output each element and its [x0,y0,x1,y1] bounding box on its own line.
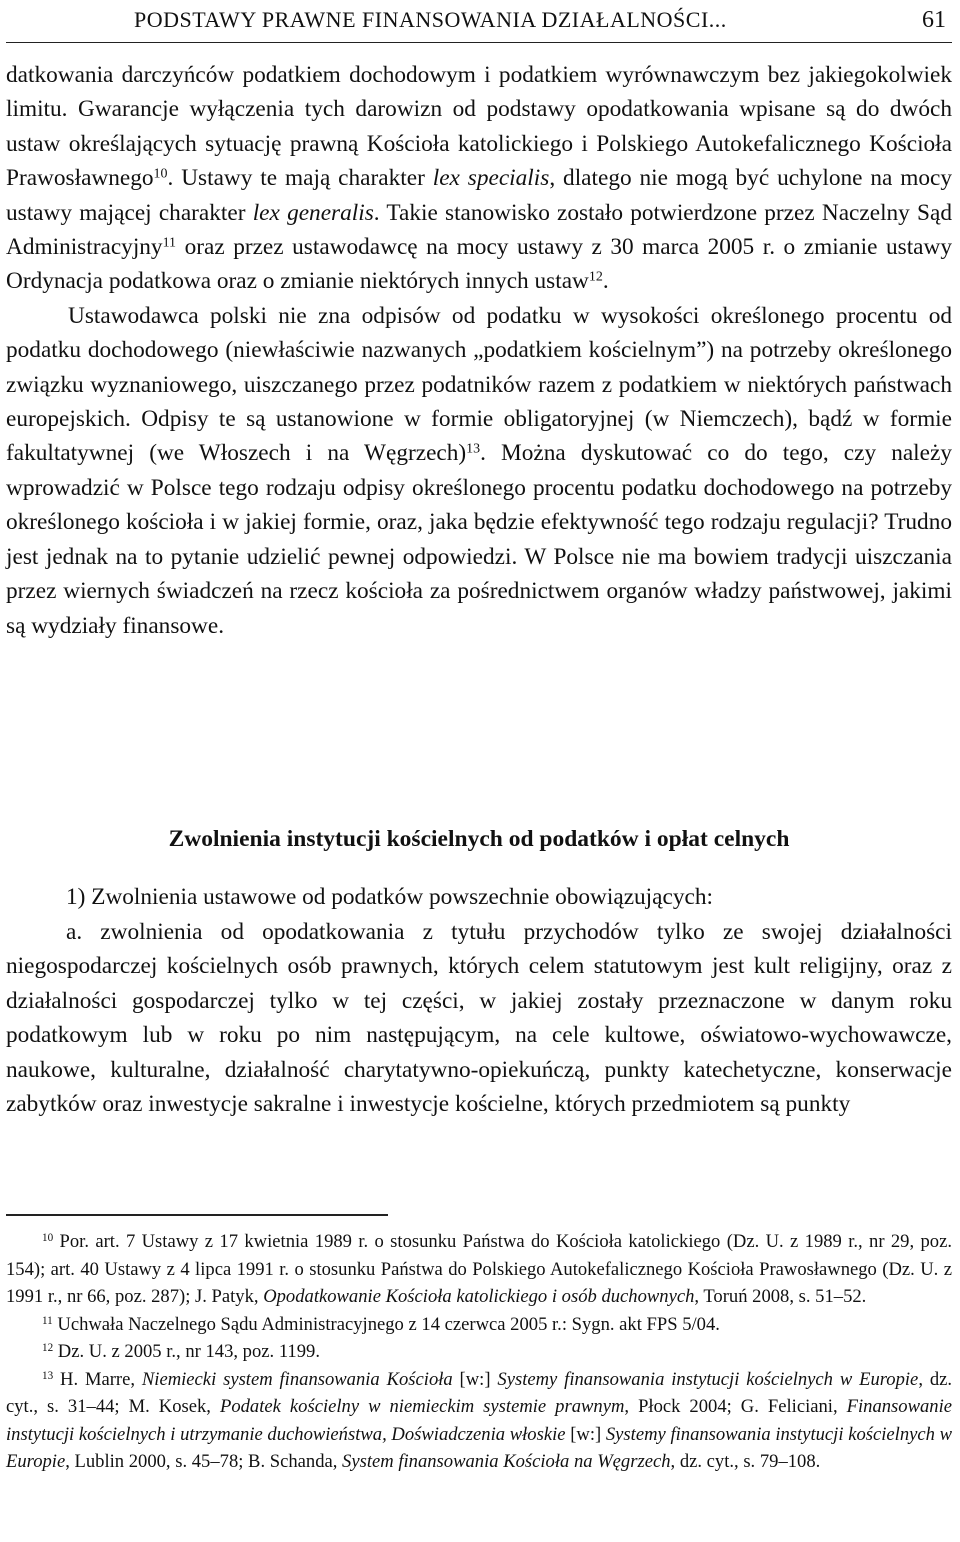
footnotes [6,1228,952,1476]
running-header [6,4,952,43]
page-number: 61 [922,7,946,33]
term-lex-specialis: lex specialis [432,165,550,192]
running-title: PODSTAWY PRAWNE FINANSOWANIA DZIAŁALNOŚCI... [134,7,727,32]
list-item-1: 1) Zwolnienia ustawowe od podatków powszechnie obowiązujących: [66,884,713,910]
exemptions-list [6,880,952,1122]
main-text [6,58,952,643]
footnote-ref-10[interactable]: 10 [153,166,168,182]
paragraph-1: datkowania darczyńców podatkiem dochodowym i podatkiem wyrównawczym bez jakiegokolwiek limitu. Gwarancje wyłączenia tych darowizn od podstawy opodatkowania wpisane są do dwóch ustaw określających sytuację prawną Kościoła katolickiego i Polskiego Autokefalicznego Kościoła Prawosławnego$^{10}$. Ustawy te mają charakter lex specialis, dlatego nie mogą być uchylone na mocy ustawy mającej charakter lex generalis. Takie stanowisko zostało potwierdzone przez Naczelny Sąd Administracyjny$^{11}$ oraz przez ustawodawcę na mocy ustawy z 30 marca 2005 r. o zmianie ustawy Ordynacja podatkowa oraz o zmianie niektórych innych ustaw$^{12}$. [6,62,953,295]
list-item-a: a. zwolnienia od opodatkowania z tytułu przychodów tylko ze swojej działalności niegospodarczej kościelnych osób prawnych, których celem statutowym jest kult religijny, oraz z działalności gospodarczej tylko w tej części, w jakiej zostały przeznaczone w danym roku podatkowym lub w roku po nim następującym, na cele kultowe, oświatowo-wychowawcze, naukowe, kulturalne, działalność charytatywno-opiekuńczą, punkty katechetyczne, konserwacje zabytków oraz inwestycje sakralne i inwestycje kościelne, których przedmiotem są punkty [6,918,952,1117]
footnote-10: $^{10}$ Por. art. 7 Ustawy z 17 kwietnia 1989 r. o stosunku Państwa do Kościoła katolickiego (Dz. U. z 1989 r., nr 29, poz. 154); art. 40 Ustawy z 4 lipca 1991 r. o stosunku Państwa do Polskiego Autokefalicznego Kościoła Prawosławnego (Dz. U. z 1991 r., nr 66, poz. 287); J. Patyk, Opodatkowanie Kościoła katolickiego i osób duchownych, Toruń 2008, s. 51–52. [6,1231,952,1307]
footnote-ref-11[interactable]: 11 [162,235,177,251]
footnote-13: $^{13}$ H. Marre, Niemiecki system finansowania Kościoła [w:] Systemy finansowania instytucji kościelnych w Europie, dz. cyt., s. 31–44; M. Kosek, Podatek kościelny w niemieckim systemie prawnym, Płock 2004; G. Feliciani, Finansowanie instytucji kościelnych i utrzymanie duchowieństwa, Doświadczenia włoskie [w:] Systemy finansowania instytucji kościelnych w Europie, Lublin 2000, s. 45–78; B. Schanda, System finansowania Kościoła na Węgrzech, dz. cyt., s. 79–108. [6,1368,953,1472]
section-heading: Zwolnienia instytucji kościelnych od podatków i opłat celnych [168,826,790,852]
footnote-12: $^{12}$ Dz. U. z 2005 r., nr 143, poz. 1199. [42,1341,320,1362]
footnote-ref-13[interactable]: 13 [466,441,481,457]
footnote-separator [6,1214,388,1216]
footnote-ref-12[interactable]: 12 [588,269,603,285]
footnote-11: $^{11}$ Uchwała Naczelnego Sądu Administracyjnego z 14 czerwca 2005 r.: Sygn. akt FPS 5/04. [42,1313,720,1335]
term-lex-generalis: lex generalis [252,199,374,226]
paragraph-2: Ustawodawca polski nie zna odpisów od podatku w wysokości określonego procentu od podatku dochodowego (niewłaściwie nazwanych „podatkiem kościelnym”) na potrzeby określonego związku wyznaniowego, uiszczanego przez podatników razem z podatkiem w niektórych państwach europejskich. Odpisy te są ustanowione w formie obligatoryjnej (w Niemczech), bądź w formie fakultatywnej (we Włoszech i na Węgrzech)$^{13}$. Można dyskutować co do tego, czy należy wprowadzić w Polsce tego rodzaju odpisy określonego procentu podatku dochodowego na potrzeby określonego kościoła i w jakiej formie, oraz, jaka będzie efektywność tego rodzaju regulacji? Trudno jest jednak na to pytanie udzielić pewnej odpowiedzi. W Polsce nie ma bowiem tradycji uiszczania przez wiernych świadczeń na rzecz kościoła za pośrednictwem organów władzy państwowej, jakimi są wydziały finansowe. [6,302,952,639]
